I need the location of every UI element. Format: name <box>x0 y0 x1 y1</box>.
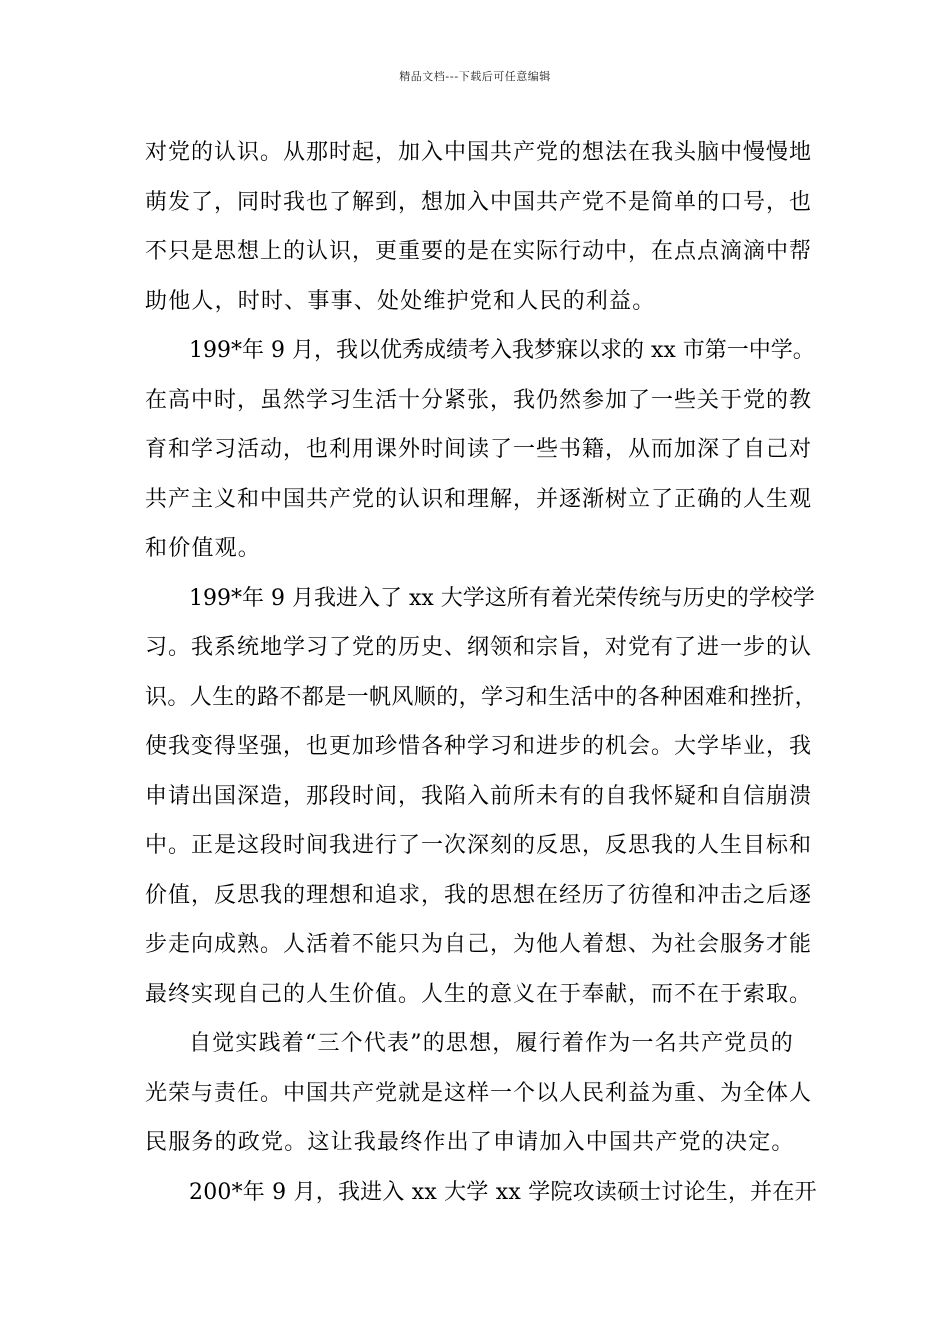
text-line: 助他人，时时、事事、处处维护党和人民的利益。 <box>145 288 656 314</box>
text-line: 使我变得坚强，也更加珍惜各种学习和进步的机会。大学毕业，我 <box>145 734 813 759</box>
text-line: 民服务的政党。这让我最终作出了申请加入中国共产党的决定。 <box>145 1130 795 1155</box>
text-line: 最终实现自己的人生价值。人生的意义在于奉献，而不在于索取。 <box>145 981 813 1007</box>
paragraph-first-line: 200*年 9 月，我进入 xx 大学 xx 学院攻读硕士讨论生，并在开 <box>189 1179 817 1205</box>
text-line: 和价值观。 <box>145 536 262 561</box>
text-line: 萌发了，同时我也了解到，想加入中国共产党不是简单的口号，也 <box>145 189 813 215</box>
text-line: 育和学习活动，也利用课外时间读了一些书籍，从而加深了自己对 <box>145 437 813 462</box>
text-line: 识。人生的路不都是一帆风顺的，学习和生活中的各种困难和挫折， <box>145 684 818 710</box>
text-line: 不只是思想上的认识，更重要的是在实际行动中，在点点滴滴中帮 <box>145 239 813 264</box>
paragraph-first-line: 自觉实践着“三个代表”的思想，履行着作为一名共产党员的 <box>189 1031 794 1056</box>
text-line: 申请出国深造，那段时间，我陷入前所未有的自我怀疑和自信崩溃 <box>145 783 813 809</box>
paragraph-first-line: 199*年 9 月，我以优秀成绩考入我梦寐以求的 xx 市第一中学。 <box>189 338 815 363</box>
text-line: 光荣与责任。中国共产党就是这样一个以人民利益为重、为全体人 <box>145 1080 813 1106</box>
text-line: 中。正是这段时间我进行了一次深刻的反思，反思我的人生目标和 <box>145 833 813 858</box>
text-line: 在高中时，虽然学习生活十分紧张，我仍然参加了一些关于党的教 <box>145 387 813 413</box>
page-header: 精品文档---下载后可任意编辑 <box>399 70 551 83</box>
text-line: 共产主义和中国共产党的认识和理解，并逐渐树立了正确的人生观 <box>145 486 813 512</box>
paragraph-first-line: 199*年 9 月我进入了 xx 大学这所有着光荣传统与历史的学校学 <box>189 585 815 611</box>
text-line: 对党的认识。从那时起，加入中国共产党的想法在我头脑中慢慢地 <box>145 140 813 165</box>
text-line: 价值，反思我的理想和追求，我的思想在经历了彷徨和冲击之后逐 <box>145 882 813 908</box>
document-body <box>145 128 817 1217</box>
text-line: 习。我系统地学习了党的历史、纲领和宗旨，对党有了进一步的认 <box>145 635 813 660</box>
text-line: 步走向成熟。人活着不能只为自己，为他人着想、为社会服务才能 <box>145 932 813 957</box>
